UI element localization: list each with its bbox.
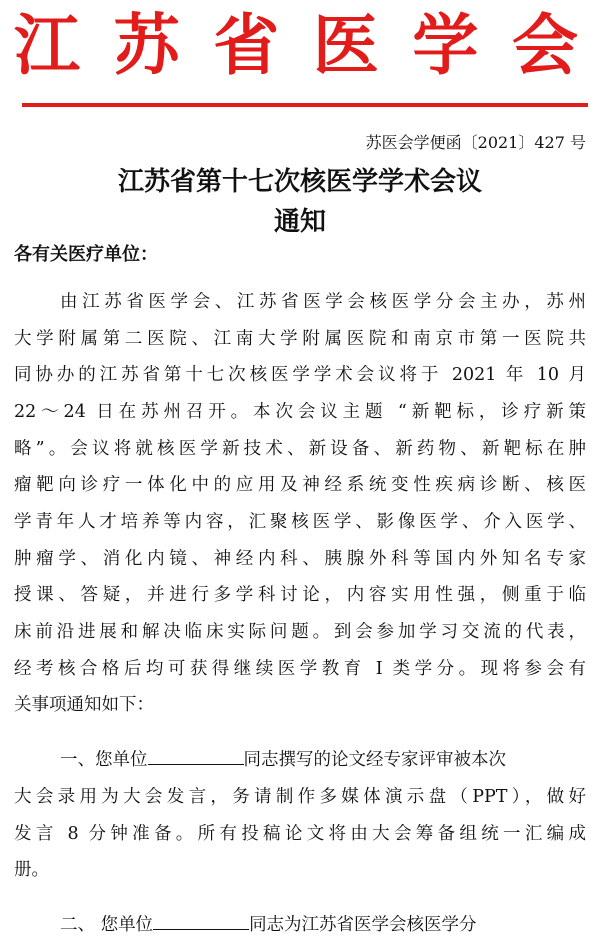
letterhead-divider xyxy=(22,103,588,107)
document-title: 江苏省第十七次核医学学术会议 xyxy=(117,167,482,197)
paragraph-line: 大学附属第二医院、江南大学附属医院和南京市第一医院共 xyxy=(14,329,586,349)
paragraph-line: 学青年人才培养等内容，汇聚核医学、影像医学、介入医学、 xyxy=(14,512,586,532)
document-subtitle: 通知 xyxy=(273,207,326,237)
fill-in-blank xyxy=(148,746,244,765)
paragraph-line: 床前沿进展和解决临床实际问题。到会参加学习交流的代表， xyxy=(14,622,586,642)
organization-letterhead xyxy=(0,6,600,86)
fill-in-blank xyxy=(153,911,249,930)
paragraph-line: 瘤靶向诊疗一体化中的应用及神经系统变性疾病诊断、核医 xyxy=(14,475,586,495)
item-1-first-line xyxy=(60,742,586,779)
salutation: 各有关医疗单位： xyxy=(14,244,158,265)
letterhead-char: 苏 xyxy=(113,7,180,84)
paragraph-line: 肿瘤学、消化内镜、神经内科、胰腺外科等国内外知名专家 xyxy=(14,549,586,569)
paragraph-line: 同协办的江苏省第十七次核医学学术会议将于 2021 年 10 月 xyxy=(14,365,586,385)
letterhead-char: 省 xyxy=(213,7,280,84)
paragraph-line: 关事项通知如下： xyxy=(14,695,154,715)
item-1-suffix: 同志撰写的论文经专家评审被本次 xyxy=(243,750,506,770)
paragraph-line: 经考核合格后均可获得继续医学教育 I 类学分。现将参会有 xyxy=(14,659,586,679)
document-number: 苏医会学便函〔2021〕427 号 xyxy=(365,133,586,152)
item-2-first-line xyxy=(60,907,586,944)
paragraph-line: 22～24 日在苏州召开。本次会议主题 “新靶标，诊疗新策 xyxy=(14,402,586,422)
paragraph-line: 由江苏省医学会、江苏省医学会核医学分会主办，苏州 xyxy=(60,292,586,312)
item-1-line: 发言 8 分钟准备。所有投稿论文将由大会筹备组统一汇编成 xyxy=(14,824,586,844)
letterhead-char: 会 xyxy=(511,7,578,84)
item-1-prefix: 一、您单位 xyxy=(60,750,148,770)
item-2-suffix: 同志为江苏省医学会核医学分 xyxy=(249,915,477,935)
letterhead-char: 学 xyxy=(412,7,479,84)
paragraph-line: 略”。会议将就核医学新技术、新设备、新药物、新靶标在肿 xyxy=(14,439,586,459)
item-1-line: 册。 xyxy=(14,860,49,880)
item-2-prefix: 二、 您单位 xyxy=(60,915,154,935)
item-1-line: 大会录用为大会发言，务请制作多媒体演示盘（PPT），做好 xyxy=(14,787,586,807)
letterhead-char: 医 xyxy=(312,7,379,84)
paragraph-line: 授课、答疑，并进行多学科讨论，内容实用性强，侧重于临 xyxy=(14,585,586,605)
letterhead-char: 江 xyxy=(14,7,80,84)
